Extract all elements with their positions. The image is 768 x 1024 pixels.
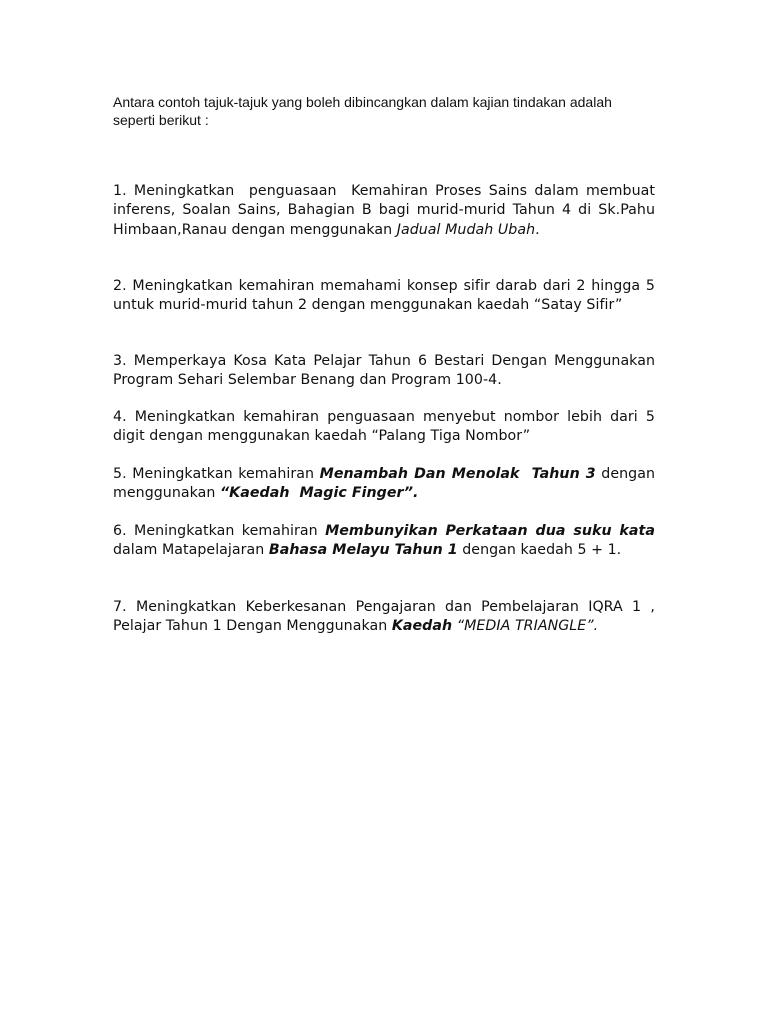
list-item-text-segment: Menambah Dan Menolak Tahun 3 [319,466,596,482]
list-item-3 [113,352,660,391]
list-item-text-segment: 1. Meningkatkan penguasaan Kemahiran Proses Sains dalam membuat inferens, Soalan Sains, Bahagian B bagi murid-murid Tahun 4 di Sk.Pahu Himbaan,Ranau dengan menggunakan [113,183,660,238]
list-item-text-segment: 7. Meningkatkan Keberkesanan Pengajaran dan Pembelajaran IQRA 1 , Pelajar Tahun 1 Dengan Menggunakan [113,599,660,635]
list-item-text-segment: “MEDIA TRIANGLE”. [452,618,599,635]
list-item-text-segment: Jadual Mudah Ubah [396,221,536,238]
list-item-text-segment: 4. Meningkatkan kemahiran penguasaan menyebut nombor lebih dari 5 digit dengan menggunakan kaedah “Palang Tiga Nombor” [113,409,660,445]
list-item-6 [113,522,660,561]
list-item-text-segment: Bahasa Melayu Tahun 1 [268,542,458,559]
list-item-7 [113,598,660,637]
list-item-text-segment: dengan kaedah 5 + 1. [457,542,622,559]
list-item-text-segment: “Kaedah Magic Finger”. [220,485,419,502]
list-item-text-segment: dalam Matapelajaran [113,523,660,559]
list-item-2 [113,277,660,316]
list-item-text-segment: dengan menggunakan [113,466,660,502]
list-item-4 [113,408,660,447]
list-item-text-segment: . [535,221,540,238]
list-item-5 [113,465,660,504]
list-item-text-segment: Membunyikan Perkataan dua suku kata [325,523,655,539]
list-item-text-segment: 2. Meningkatkan kemahiran memahami konsep sifir darab dari 2 hingga 5 untuk murid-murid tahun 2 dengan menggunakan kaedah “Satay Sifir” [113,278,660,314]
list-item-text-segment: 6. Meningkatkan kemahiran [113,523,326,539]
list-item-text-segment: Kaedah [391,618,453,635]
intro-paragraph: Antara contoh tajuk-tajuk yang boleh dibincangkan dalam kajian tindakan adalah seperti berikut : [113,94,612,128]
list-item-text-segment: 5. Meningkatkan kemahiran [113,466,320,482]
list-item-text-segment: 3. Memperkaya Kosa Kata Pelajar Tahun 6 Bestari Dengan Menggunakan Program Sehari Selembar Benang dan Program 100-4. [113,353,660,389]
list-item-1 [113,182,660,240]
